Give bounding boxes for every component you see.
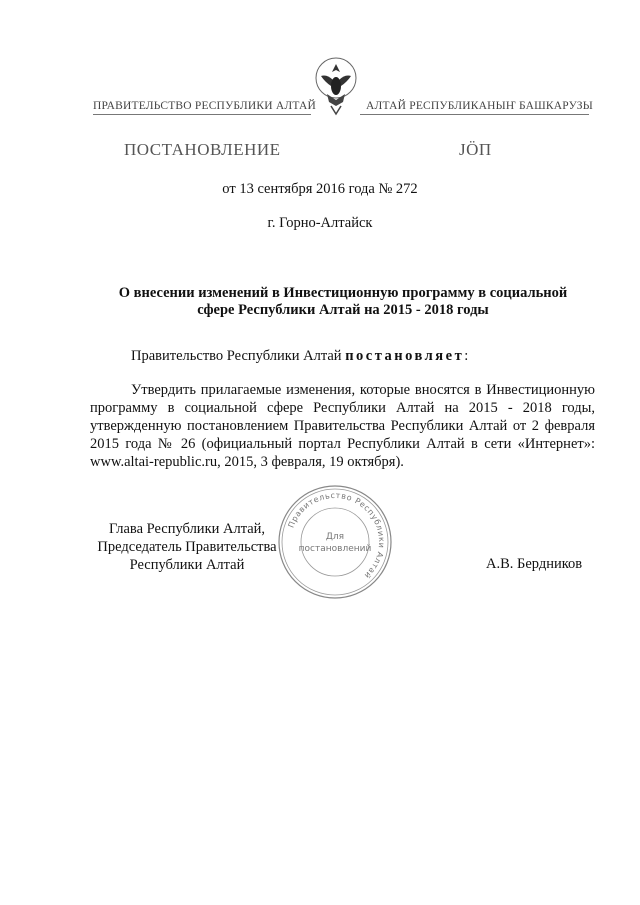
body-paragraph: Утвердить прилагаемые изменения, которые вносятся в Инвестиционную программу в социальной сфере Республики Алтай на 2015 - 2018 годы, утвержденную постановлением Правительства Республики Алтай от 2 февраля 2015 года № 26 (официальный портал Республики Алтай в сети «Интернет»: www.altai-republic.ru, 2015, 3 февраля, 19 октября). [90, 382, 595, 470]
stamp-ring-text: Правительство Республики Алтай [286, 490, 387, 581]
official-stamp [276, 483, 394, 601]
title-line-1: О внесении изменений в Инвестиционную программу в социальной [118, 285, 568, 301]
doc-type-left: ПОСТАНОВЛЕНИЕ [124, 140, 281, 159]
header-org-right: АЛТАЙ РЕСПУБЛИКАНЫҤ БАШКАРУЗЫ [366, 100, 593, 112]
doc-type-right: JӦП [459, 140, 492, 159]
intro-end: : [464, 348, 469, 364]
header-rule-right [360, 114, 589, 115]
intro-text: Правительство Республики Алтай [131, 348, 346, 364]
intro-paragraph [131, 348, 468, 365]
title-line-2: сфере Республики Алтай на 2015 - 2018 годы [197, 302, 489, 318]
signature-block [92, 520, 282, 574]
stamp-center-line-1: Для [325, 532, 345, 542]
intro-emphasis: постановляет [345, 348, 465, 364]
header-org-left: ПРАВИТЕЛЬСТВО РЕСПУБЛИКИ АЛТАЙ [93, 100, 317, 112]
signatory-name: А.В. Бердников [486, 556, 583, 572]
city: г. Горно-Алтайск [267, 215, 373, 231]
date-number: от 13 сентября 2016 года № 272 [222, 181, 418, 197]
header-rule-left [93, 114, 311, 115]
stamp-center-line-2: постановлений [298, 544, 372, 554]
signature-line-2: Председатель Правительства [97, 539, 277, 555]
signature-line-3: Республики Алтай [129, 557, 245, 573]
document-title [95, 285, 591, 319]
coat-of-arms-emblem [313, 56, 359, 116]
signature-line-1: Глава Республики Алтай, [108, 521, 266, 537]
